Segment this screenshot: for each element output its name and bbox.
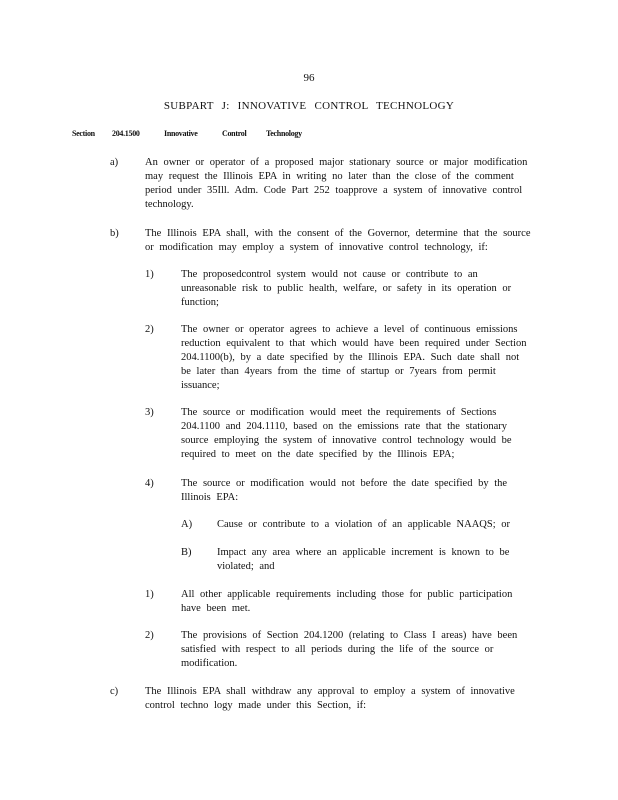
item-text: An owner or operator of a proposed major stationary source or major modification may request the Illinois EPA in writing no later than the close of the comment period under 35Ill. Adm. Code Part 252 toapprove a system of innovative control technology.: [145, 157, 528, 210]
item-label: a): [110, 157, 119, 168]
item-label: 1): [145, 589, 154, 600]
item-label: 4): [145, 478, 154, 489]
item-label: 1): [145, 269, 154, 280]
item-label: c): [110, 686, 119, 697]
section-title-word: Innovative: [164, 129, 198, 138]
subpart-title: SUBPART J: INNOVATIVE CONTROL TECHNOLOGY: [163, 100, 455, 112]
item-label: b): [110, 228, 119, 239]
section-label: Section: [72, 129, 95, 138]
item-label: 3): [145, 407, 154, 418]
page-number: 96: [303, 72, 315, 84]
item-text: The Illinois EPA shall withdraw any approval to employ a system of innovative control techno logy made under this Section, if:: [145, 686, 515, 711]
item-text: Impact any area where an applicable increment is known to be violated; and: [217, 547, 510, 572]
item-label: 2): [145, 630, 154, 641]
item-label: 2): [145, 324, 154, 335]
item-label: B): [181, 547, 192, 558]
item-text: Cause or contribute to a violation of an applicable NAAQS; or: [217, 519, 511, 530]
item-text: The provisions of Section 204.1200 (relating to Class I areas) have been satisfied with respect to all periods during the life of the source or modification.: [181, 630, 518, 669]
item-label: A): [181, 519, 193, 530]
item-text: The source or modification would not before the date specified by the Illinois EPA:: [181, 478, 508, 503]
item-text: The owner or operator agrees to achieve a level of continuous emissions reduction equivalent to that which would have been required under Section 204.1100(b), by a date specified by the Illinois EPA. Such date shall not be later than 4years from the time of startup or 7years from permit issuance;: [181, 324, 527, 391]
item-text: The Illinois EPA shall, with the consent of the Governor, determine that the source or modification may employ a system of innovative control technology, if:: [145, 228, 531, 253]
item-text: The source or modification would meet the requirements of Sections 204.1100 and 204.1110, based on the emissions rate that the stationary source employing the system of innovative control technology would be required to meet on the date specified by the Illinois EPA;: [181, 407, 512, 460]
item-text: All other applicable requirements including those for public participation have been met.: [181, 589, 513, 614]
section-title-word: Technology: [266, 129, 302, 138]
section-title-word: Control: [222, 129, 247, 138]
item-text: The proposedcontrol system would not cause or contribute to an unreasonable risk to public health, welfare, or safety in its operation or function;: [181, 269, 512, 308]
section-number: 204.1500: [112, 129, 140, 138]
